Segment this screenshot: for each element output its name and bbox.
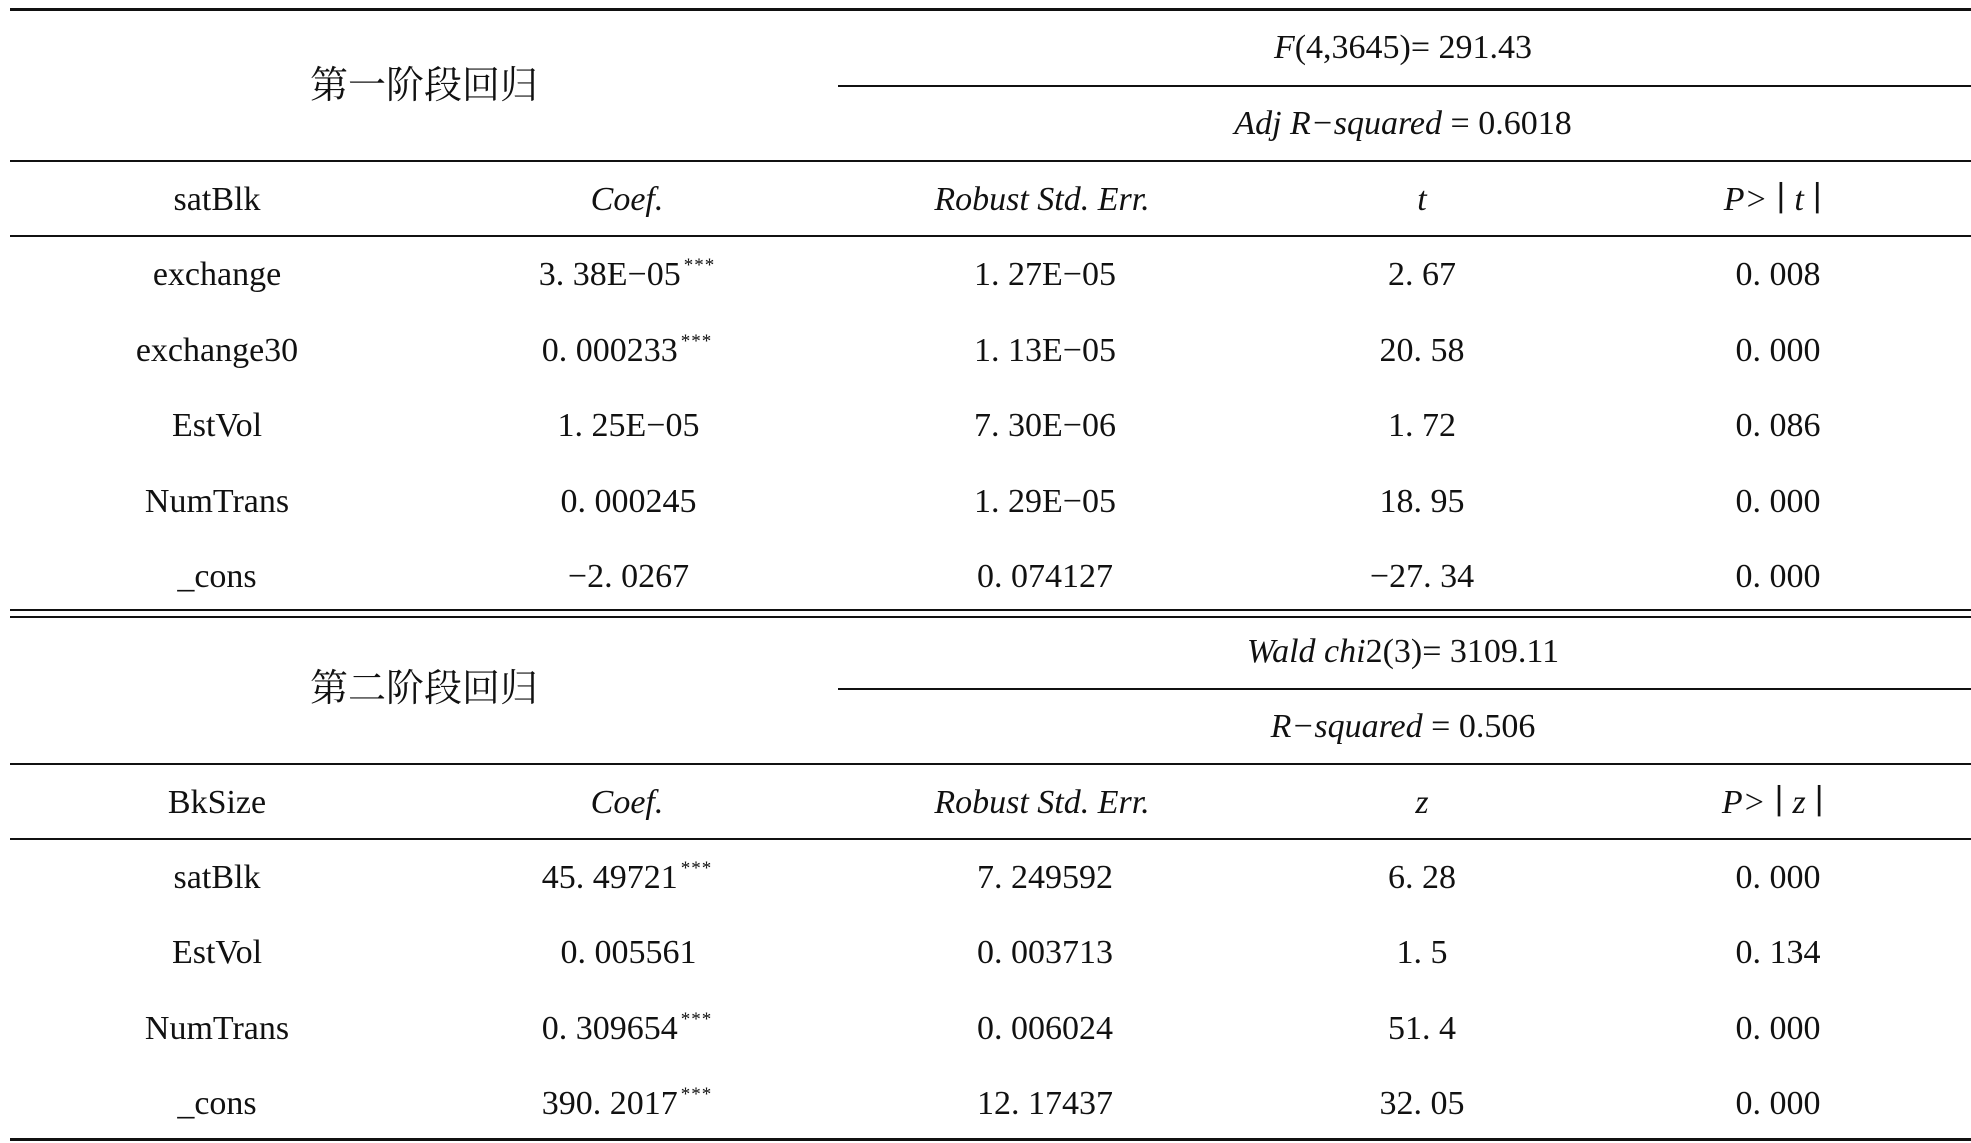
- coef-value: 1. 25E−05: [557, 407, 700, 444]
- significance-stars: ***: [680, 1009, 713, 1030]
- stage1-header-coef: Coef.: [590, 181, 664, 218]
- row-se: 1. 13E−05: [974, 332, 1116, 369]
- coef-value: 0. 000233: [541, 332, 678, 369]
- coef-value: −2. 0267: [567, 558, 690, 595]
- r-squared-label: R−squared: [1270, 708, 1423, 745]
- stage1-adj-r-squared: [1234, 107, 1571, 141]
- stage2-stats-divider: [838, 688, 1971, 690]
- coef-value: 0. 005561: [560, 934, 697, 971]
- row-p: 0. 000: [1735, 332, 1821, 369]
- row-p: 0. 000: [1735, 483, 1821, 520]
- row-se: 1. 27E−05: [974, 256, 1116, 293]
- row-se: 0. 003713: [977, 934, 1113, 971]
- section-double-rule-bottom: [10, 616, 1971, 618]
- coef-value: 45. 49721: [541, 859, 678, 896]
- bottom-rule: [10, 1138, 1971, 1141]
- r-squared-value: = 0.506: [1422, 708, 1536, 745]
- row-var: exchange: [152, 256, 282, 293]
- row-z: 1. 5: [1396, 934, 1448, 971]
- row-var: NumTrans: [144, 483, 290, 520]
- wald-chi-body: 2(3)= 3109.11: [1365, 633, 1560, 670]
- row-coef: [561, 936, 700, 970]
- row-se: 0. 074127: [977, 558, 1113, 595]
- f-stat-body: (4,3645)= 291.43: [1294, 29, 1533, 66]
- row-se: 12. 17437: [977, 1085, 1113, 1122]
- stage2-r-squared: [1271, 710, 1536, 744]
- stage1-header-p: P> ∣ t ∣: [1723, 181, 1823, 218]
- significance-stars: ***: [683, 255, 716, 276]
- stage2-header-bottom-rule: [10, 838, 1971, 840]
- adj-r-squared-value: = 0.6018: [1442, 105, 1572, 142]
- wald-chi-label: Wald chi: [1246, 633, 1366, 670]
- top-rule: [10, 8, 1971, 11]
- significance-stars: ***: [680, 1084, 713, 1105]
- row-coef: [541, 331, 713, 369]
- coef-value: 0. 000245: [560, 483, 697, 520]
- stage1-header-bottom-rule: [10, 235, 1971, 237]
- row-t: 20. 58: [1379, 332, 1465, 369]
- row-p: 0. 008: [1735, 256, 1821, 293]
- row-coef: [541, 858, 713, 896]
- row-p: 0. 134: [1735, 934, 1821, 971]
- stage1-stats-divider: [838, 85, 1971, 87]
- stage2-title: 第二阶段回归: [309, 666, 539, 710]
- coef-value: 3. 38E−05: [538, 256, 681, 293]
- row-coef: [541, 1009, 713, 1047]
- row-var: _cons: [177, 1085, 257, 1122]
- row-se: 0. 006024: [977, 1010, 1113, 1047]
- row-p: 0. 086: [1735, 407, 1821, 444]
- stage1-header-t: t: [1417, 181, 1427, 218]
- row-var: NumTrans: [144, 1010, 290, 1047]
- stage1-header-se: Robust Std. Err.: [934, 181, 1150, 218]
- row-z: 32. 05: [1379, 1085, 1465, 1122]
- row-p: 0. 000: [1735, 558, 1821, 595]
- stage1-title: 第一阶段回归: [309, 63, 539, 107]
- row-var: EstVol: [171, 934, 263, 971]
- row-se: 7. 30E−06: [974, 407, 1116, 444]
- stage2-header-se: Robust Std. Err.: [934, 784, 1150, 821]
- stage1-header-top-rule: [10, 160, 1971, 162]
- stage2-header-dep-var: BkSize: [167, 784, 267, 821]
- row-t: −27. 34: [1369, 558, 1475, 595]
- stage1-header-dep-var: satBlk: [173, 181, 261, 218]
- row-var: EstVol: [171, 407, 263, 444]
- row-var: exchange30: [135, 332, 299, 369]
- coef-value: 0. 309654: [541, 1010, 678, 1047]
- row-coef: [561, 485, 700, 519]
- significance-stars: ***: [680, 858, 713, 879]
- stage2-header-coef: Coef.: [590, 784, 664, 821]
- row-t: 18. 95: [1379, 483, 1465, 520]
- stage2-header-z: z: [1415, 784, 1429, 821]
- coef-value: 390. 2017: [541, 1085, 678, 1122]
- row-p: 0. 000: [1735, 859, 1821, 896]
- adj-r-squared-label: Adj R−squared: [1234, 105, 1443, 142]
- row-p: 0. 000: [1735, 1010, 1821, 1047]
- row-var: _cons: [177, 558, 257, 595]
- row-t: 1. 72: [1388, 407, 1456, 444]
- row-coef: [541, 1084, 713, 1122]
- row-coef: [538, 255, 716, 293]
- row-var: satBlk: [173, 859, 261, 896]
- row-coef: [568, 560, 692, 594]
- stage1-f-statistic: [1274, 31, 1532, 65]
- significance-stars: ***: [680, 331, 713, 352]
- row-se: 1. 29E−05: [974, 483, 1116, 520]
- stage2-header-top-rule: [10, 763, 1971, 765]
- row-z: 6. 28: [1388, 859, 1456, 896]
- f-symbol: F: [1273, 29, 1295, 66]
- row-t: 2. 67: [1388, 256, 1456, 293]
- stage2-wald-chi2: [1247, 635, 1559, 669]
- row-p: 0. 000: [1735, 1085, 1821, 1122]
- row-se: 7. 249592: [977, 859, 1113, 896]
- row-z: 51. 4: [1388, 1010, 1456, 1047]
- section-double-rule-top: [10, 609, 1971, 611]
- row-coef: [558, 409, 703, 443]
- stage2-header-p: P> ∣ z ∣: [1721, 784, 1825, 821]
